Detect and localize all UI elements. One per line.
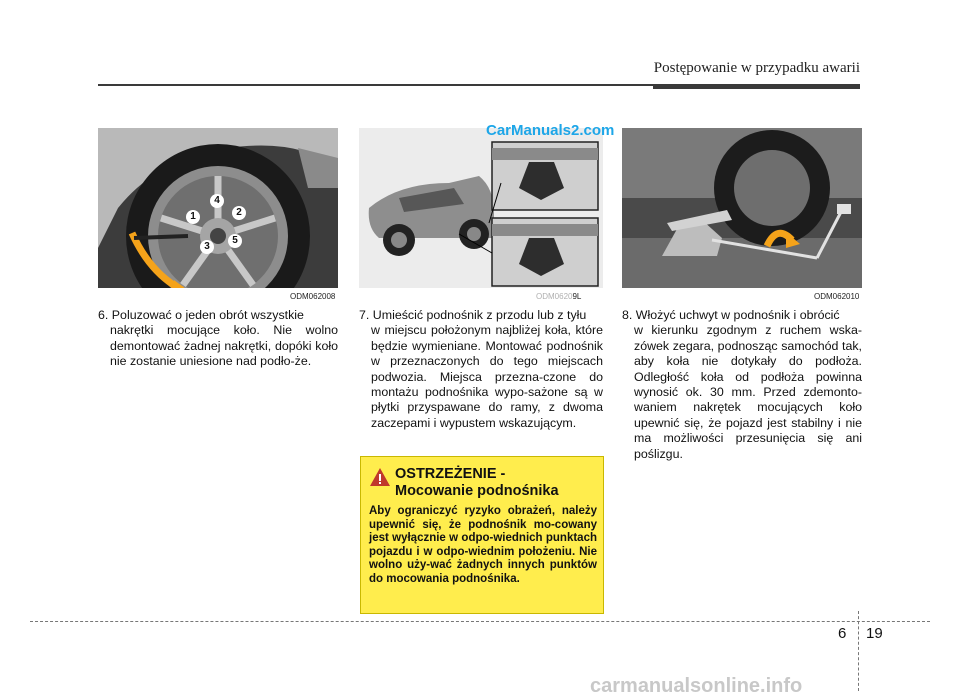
jack-handle-illustration [622,128,862,288]
step-8-text: w kierunku zgodnym z ruchem wska-zówek zegara, podnosząc samochód tak, aby koła nie dotykały do podłoża. Odległość koła od podłoża powinna wynosić ok. 30 mm. Przed zdemonto-waniem nakrętek mocujących koło upewnić się, że pojazd jest stabilny i nie ma możliwości przesunięcia się ani poślizgu. [634,323,862,461]
wheel-photo [98,128,338,288]
watermark-top: CarManuals2.com [486,122,615,139]
warning-title-line2: Mocowanie podnośnika [395,483,559,499]
lug-nut-number-5: 5 [228,234,242,248]
footer-rule [30,621,930,622]
warning-text: Aby ograniczyć ryzyko obrażeń, należy upewnić się, że podnośnik mo-cowany jest wyłącznie w odpo-wiednich punktach pojazdu i w odpo-wiednim położeniu. Nie wolno uży-wać żadnych innych punktów do mocowania podnośnika. [369,505,597,585]
suv-jack-illustration [359,128,603,288]
warning-box [360,456,604,614]
warning-title-line1: OSTRZEŻENIE - [395,466,506,482]
figure-code-2-overlay-prefix: ODM0620 [536,292,573,301]
chapter-number: 6 [838,625,847,642]
step-7-first-line: Umieścić podnośnik z przodu lub z tyłu [372,308,587,322]
wheel-illustration [98,128,338,288]
figure-code-1: ODM062008 [290,292,336,301]
lug-nut-number-2: 2 [232,206,246,220]
jack-point-photo [359,128,603,288]
lug-nut-number-1: 1 [186,210,200,224]
lug-nut-number-4: 4 [210,194,224,208]
step-8 [622,308,862,462]
warning-triangle-icon [369,467,391,487]
step-8-first-line: Włożyć uchwyt w podnośnik i obrócić [635,308,840,322]
page-number-divider [858,611,859,691]
watermark-bottom: carmanualsonline.info [590,675,803,697]
step-6-number: 6. [98,308,109,322]
lug-nut-number-3: 3 [200,240,214,254]
figure-code-2-overlay-suffix: 9L [572,292,582,301]
step-8-number: 8. [622,308,633,322]
figure-code-2-overlay [536,292,581,301]
step-7 [359,308,603,431]
jack-handle-photo [622,128,862,288]
step-7-text: w miejscu położonym najbliżej koła, które będzie wymieniane. Montować podnośnik w przeznaczonych do tego miejscach podwozia. Miejsca przezna-czone do montażu podnośnika wypo-sażone są w płytki przyspawane do ramy, z dwoma zaczepami i wypustem wskazującym. [371,323,603,430]
page-number: 19 [866,625,883,642]
step-7-number: 7. [359,308,370,322]
header-rule-accent [653,84,860,89]
step-6 [98,308,338,370]
step-6-text: nakrętki mocujące koło. Nie wolno demontować żadnej nakrętki, dopóki koło nie zostanie uniesione nad podło-że. [110,323,338,369]
step-6-first-line: Poluzować o jeden obrót wszystkie [111,308,304,322]
section-title: Postępowanie w przypadku awarii [653,60,860,76]
figure-code-3: ODM062010 [814,292,860,301]
